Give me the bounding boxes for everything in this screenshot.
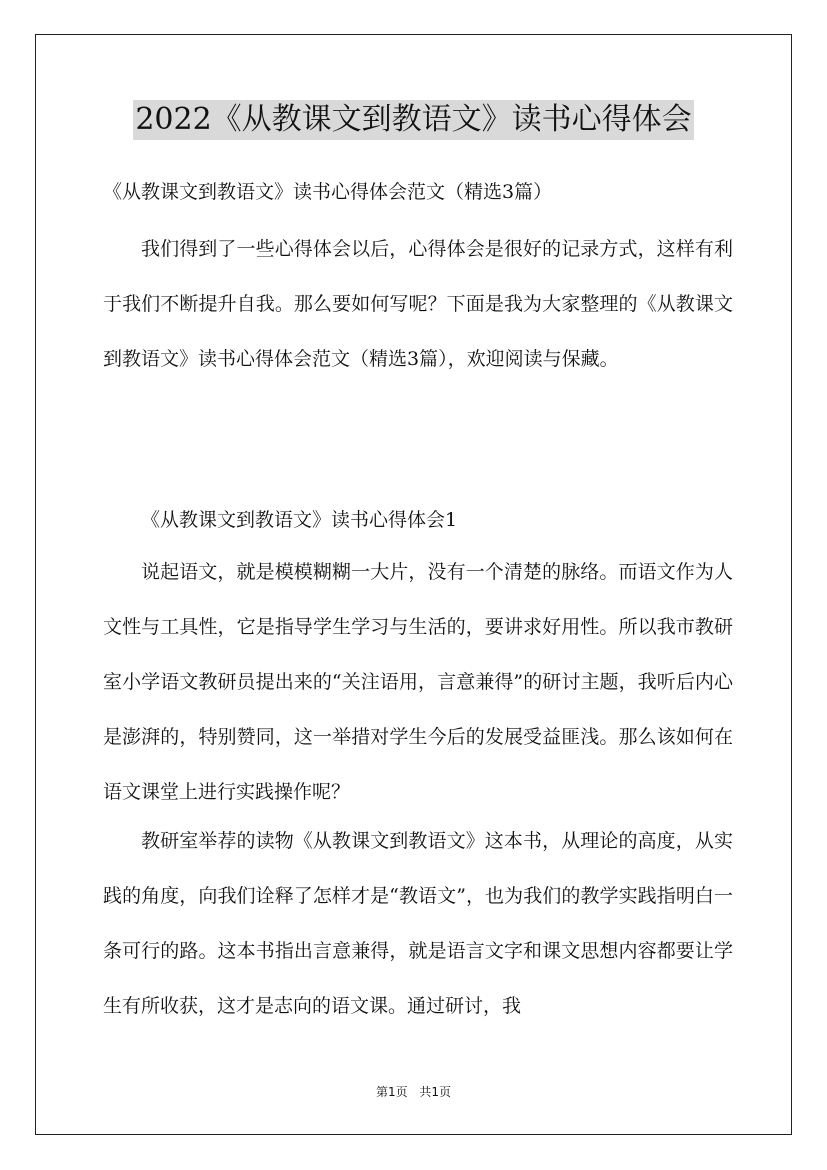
body-paragraph: 教研室举荐的读物《从教课文到教语文》这本书，从理论的高度，从实践的角度，向我们诠释了怎样才是“教语文”，也为我们的教学实践指明白一条可行的路。这本书指出言意兼得，就是语言文字和课文思想内容都要让学生有所收获，这才是志向的语文课。通过研讨，我 bbox=[103, 830, 733, 1017]
page-number: 第1页 bbox=[375, 1085, 408, 1099]
document-subtitle: 《从教课文到教语文》读书心得体会范文（精选3篇） bbox=[103, 181, 553, 203]
title-container bbox=[0, 100, 827, 140]
section-heading: 《从教课文到教语文》读书心得体会1 bbox=[141, 509, 458, 531]
page-footer bbox=[0, 1084, 827, 1100]
body-paragraph: 说起语文，就是模模糊糊一大片，没有一个清楚的脉络。而语文作为人文性与工具性，它是指导学生学习与生活的，要讲求好用性。所以我市教研室小学语文教研员提出来的“关注语用，言意兼得”的研讨主题，我听后内心是澎湃的，特别赞同，这一举措对学生今后的发展受益匪浅。那么该如何在语文课堂上进行实践操作呢？ bbox=[103, 561, 733, 803]
document-title: 2022《从教课文到教语文》读书心得体会 bbox=[133, 100, 693, 140]
page-total: 共1页 bbox=[419, 1085, 452, 1099]
intro-paragraph: 我们得到了一些心得体会以后，心得体会是很好的记录方式，这样有利于我们不断提升自我。那么要如何写呢？下面是我为大家整理的《从教课文到教语文》读书心得体会范文（精选3篇），欢迎阅读与保藏。 bbox=[103, 238, 733, 370]
